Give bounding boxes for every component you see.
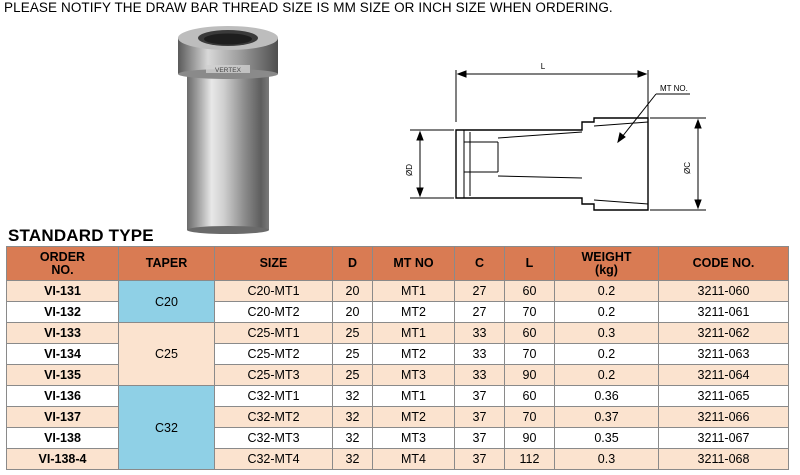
col-weight: WEIGHT (kg) [555,247,659,281]
mt-cell: MT2 [373,302,455,323]
col-order-no: ORDER NO. [7,247,119,281]
mt-cell: MT1 [373,281,455,302]
order-no-cell: VI-133 [7,323,119,344]
weight-cell: 0.37 [555,407,659,428]
size-cell: C32-MT1 [215,386,333,407]
c-cell: 37 [455,386,505,407]
size-cell: C32-MT4 [215,449,333,470]
mt-cell: MT1 [373,323,455,344]
size-cell: C25-MT2 [215,344,333,365]
c-cell: 27 [455,302,505,323]
code-cell: 3211-064 [659,365,789,386]
l-cell: 90 [505,428,555,449]
d-cell: 32 [333,386,373,407]
l-cell: 60 [505,323,555,344]
mt-cell: MT3 [373,428,455,449]
order-no-cell: VI-136 [7,386,119,407]
order-no-cell: VI-134 [7,344,119,365]
weight-cell: 0.2 [555,302,659,323]
l-cell: 90 [505,365,555,386]
mt-cell: MT2 [373,344,455,365]
l-cell: 70 [505,302,555,323]
d-cell: 20 [333,281,373,302]
col-d: D [333,247,373,281]
section-title: STANDARD TYPE [8,226,154,245]
code-cell: 3211-063 [659,344,789,365]
order-no-cell: VI-131 [7,281,119,302]
c-cell: 33 [455,323,505,344]
standard-type-table [6,246,789,470]
taper-cell: C25 [119,323,215,386]
c-cell: 27 [455,281,505,302]
mt-no-label: MT NO. [660,84,688,93]
c-cell: 37 [455,407,505,428]
c-cell: 37 [455,428,505,449]
size-cell: C25-MT1 [215,323,333,344]
l-cell: 60 [505,386,555,407]
photo-engraving: VERTEX [215,67,241,74]
col-code-no: CODE NO. [659,247,789,281]
col-c: C [455,247,505,281]
table-row [7,281,789,302]
size-cell: C20-MT1 [215,281,333,302]
code-cell: 3211-062 [659,323,789,344]
d-cell: 25 [333,323,373,344]
l-cell: 60 [505,281,555,302]
d-cell: 32 [333,428,373,449]
table-header-row [7,247,789,281]
l-cell: 70 [505,407,555,428]
d-cell: 20 [333,302,373,323]
code-cell: 3211-065 [659,386,789,407]
table-row [7,323,789,344]
code-cell: 3211-068 [659,449,789,470]
mt-cell: MT4 [373,449,455,470]
table-row [7,386,789,407]
size-cell: C32-MT2 [215,407,333,428]
d-cell: 32 [333,449,373,470]
weight-cell: 0.2 [555,281,659,302]
d-cell: 25 [333,344,373,365]
c-cell: 33 [455,344,505,365]
taper-cell: C32 [119,386,215,470]
code-cell: 3211-066 [659,407,789,428]
code-cell: 3211-067 [659,428,789,449]
col-mt-no: MT NO [373,247,455,281]
l-cell: 112 [505,449,555,470]
d-cell: 32 [333,407,373,428]
col-l: L [505,247,555,281]
size-cell: C32-MT3 [215,428,333,449]
taper-cell: C20 [119,281,215,323]
length-label: L [540,62,546,71]
weight-cell: 0.3 [555,449,659,470]
size-cell: C20-MT2 [215,302,333,323]
l-cell: 70 [505,344,555,365]
code-cell: 3211-061 [659,302,789,323]
mt-cell: MT2 [373,407,455,428]
sleeve-technical-drawing [380,52,710,232]
size-cell: C25-MT3 [215,365,333,386]
mt-cell: MT1 [373,386,455,407]
c-cell: 37 [455,449,505,470]
ordering-notice: PLEASE NOTIFY THE DRAW BAR THREAD SIZE IS MM SIZE OR INCH SIZE WHEN ORDERING. [4,0,613,15]
d-cell: 25 [333,365,373,386]
dia-d-label: ØD [405,164,414,176]
c-cell: 33 [455,365,505,386]
weight-cell: 0.36 [555,386,659,407]
weight-cell: 0.2 [555,365,659,386]
mt-cell: MT3 [373,365,455,386]
weight-cell: 0.35 [555,428,659,449]
col-taper: TAPER [119,247,215,281]
weight-cell: 0.2 [555,344,659,365]
dia-c-label: ØC [683,162,692,174]
weight-cell: 0.3 [555,323,659,344]
order-no-cell: VI-138 [7,428,119,449]
order-no-cell: VI-138-4 [7,449,119,470]
col-size: SIZE [215,247,333,281]
code-cell: 3211-060 [659,281,789,302]
order-no-cell: VI-132 [7,302,119,323]
order-no-cell: VI-135 [7,365,119,386]
sleeve-product-photo [168,20,288,235]
order-no-cell: VI-137 [7,407,119,428]
